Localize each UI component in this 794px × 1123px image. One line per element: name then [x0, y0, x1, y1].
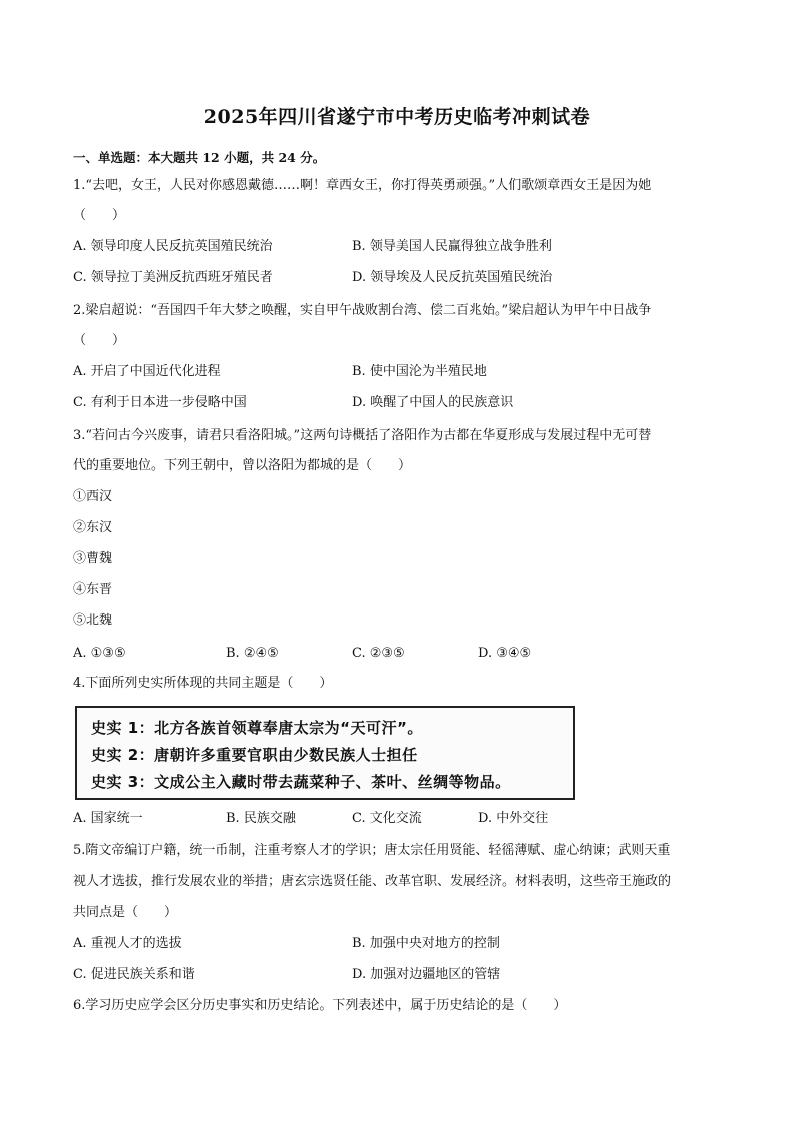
question-5-option-b: B. 加强中央对地方的控制 — [352, 936, 500, 951]
question-2-option-b: B. 使中国沦为半殖民地 — [352, 364, 487, 379]
question-3-item: ④东晋 — [73, 582, 113, 597]
question-3-option-d: D. ③④⑤ — [478, 646, 532, 661]
question-4-stem: 4.下面所列史实所体现的共同主题是（ ） — [73, 676, 333, 691]
question-5-stem: 5.隋文帝编订户籍，统一币制，注重考察人才的学识；唐太宗任用贤能、轻徭薄赋、虚心纳谏；武则天重 — [73, 843, 671, 858]
question-1-bracket: （ ） — [73, 208, 126, 223]
question-3-option-c: C. ②③⑤ — [352, 646, 405, 661]
fact-1: 史实 1：北方各族首领尊奉唐太宗为“天可汗”。 — [91, 719, 423, 737]
question-4-option-a: A. 国家统一 — [73, 811, 143, 826]
question-5-option-a: A. 重视人才的选拔 — [73, 936, 182, 951]
question-2-bracket: （ ） — [73, 333, 126, 348]
fact-2: 史实 2：唐朝许多重要官职由少数民族人士担任 — [91, 746, 418, 764]
question-3-option-a: A. ①③⑤ — [73, 646, 126, 661]
question-5-stem-cont: 视人才选拔，推行发展农业的举措；唐玄宗选贤任能、改革官职、发展经济。材料表明，这些帝王施政的 — [73, 874, 672, 889]
historical-facts-box — [75, 706, 575, 800]
question-1-option-b: B. 领导美国人民赢得独立战争胜利 — [352, 239, 552, 254]
question-2-option-a: A. 开启了中国近代化进程 — [73, 364, 221, 379]
fact-3: 史实 3：文成公主入藏时带去蔬菜种子、茶叶、丝绸等物品。 — [91, 773, 511, 791]
question-1-option-d: D. 领导埃及人民反抗英国殖民统治 — [352, 270, 553, 285]
question-6-stem: 6.学习历史应学会区分历史事实和历史结论。下列表述中，属于历史结论的是（ ） — [73, 998, 567, 1013]
question-2-option-c: C. 有利于日本进一步侵略中国 — [73, 395, 247, 410]
question-2-option-d: D. 唤醒了中国人的民族意识 — [352, 395, 514, 410]
question-3-option-b: B. ②④⑤ — [226, 646, 279, 661]
question-1-stem: 1.“去吧，女王，人民对你感恩戴德……啊！章西女王，你打得英勇顽强。”人们歌颂章西女王是因为她 — [73, 178, 652, 193]
question-5-stem-end: 共同点是（ ） — [73, 905, 178, 920]
question-4-option-b: B. 民族交融 — [226, 811, 296, 826]
question-3-item: ③曹魏 — [73, 551, 113, 566]
question-1-option-a: A. 领导印度人民反抗英国殖民统治 — [73, 239, 273, 254]
question-1-option-c: C. 领导拉丁美洲反抗西班牙殖民者 — [73, 270, 273, 285]
question-4-option-d: D. 中外交往 — [478, 811, 549, 826]
question-3-item: ⑤北魏 — [73, 613, 113, 628]
question-3-stem: 3.“若问古今兴废事，请君只看洛阳城。”这两句诗概括了洛阳作为古都在华夏形成与发展过程中无可替 — [73, 428, 652, 443]
question-3-stem-cont: 代的重要地位。下列王朝中，曾以洛阳为都城的是（ ） — [73, 458, 412, 473]
question-5-option-c: C. 促进民族关系和谐 — [73, 967, 195, 982]
section-heading: 一、单选题：本大题共 12 小题，共 24 分。 — [73, 150, 326, 165]
question-5-option-d: D. 加强对边疆地区的管辖 — [352, 967, 501, 982]
question-3-item: ①西汉 — [73, 489, 113, 504]
question-2-stem: 2.梁启超说：“吾国四千年大梦之唤醒，实自甲午战败割台湾、偿二百兆始。”梁启超认为甲午中日战争 — [73, 303, 652, 318]
page-title: 2025年四川省遂宁市中考历史临考冲刺试卷 — [203, 106, 591, 128]
question-3-item: ②东汉 — [73, 520, 113, 535]
question-4-option-c: C. 文化交流 — [352, 811, 422, 826]
